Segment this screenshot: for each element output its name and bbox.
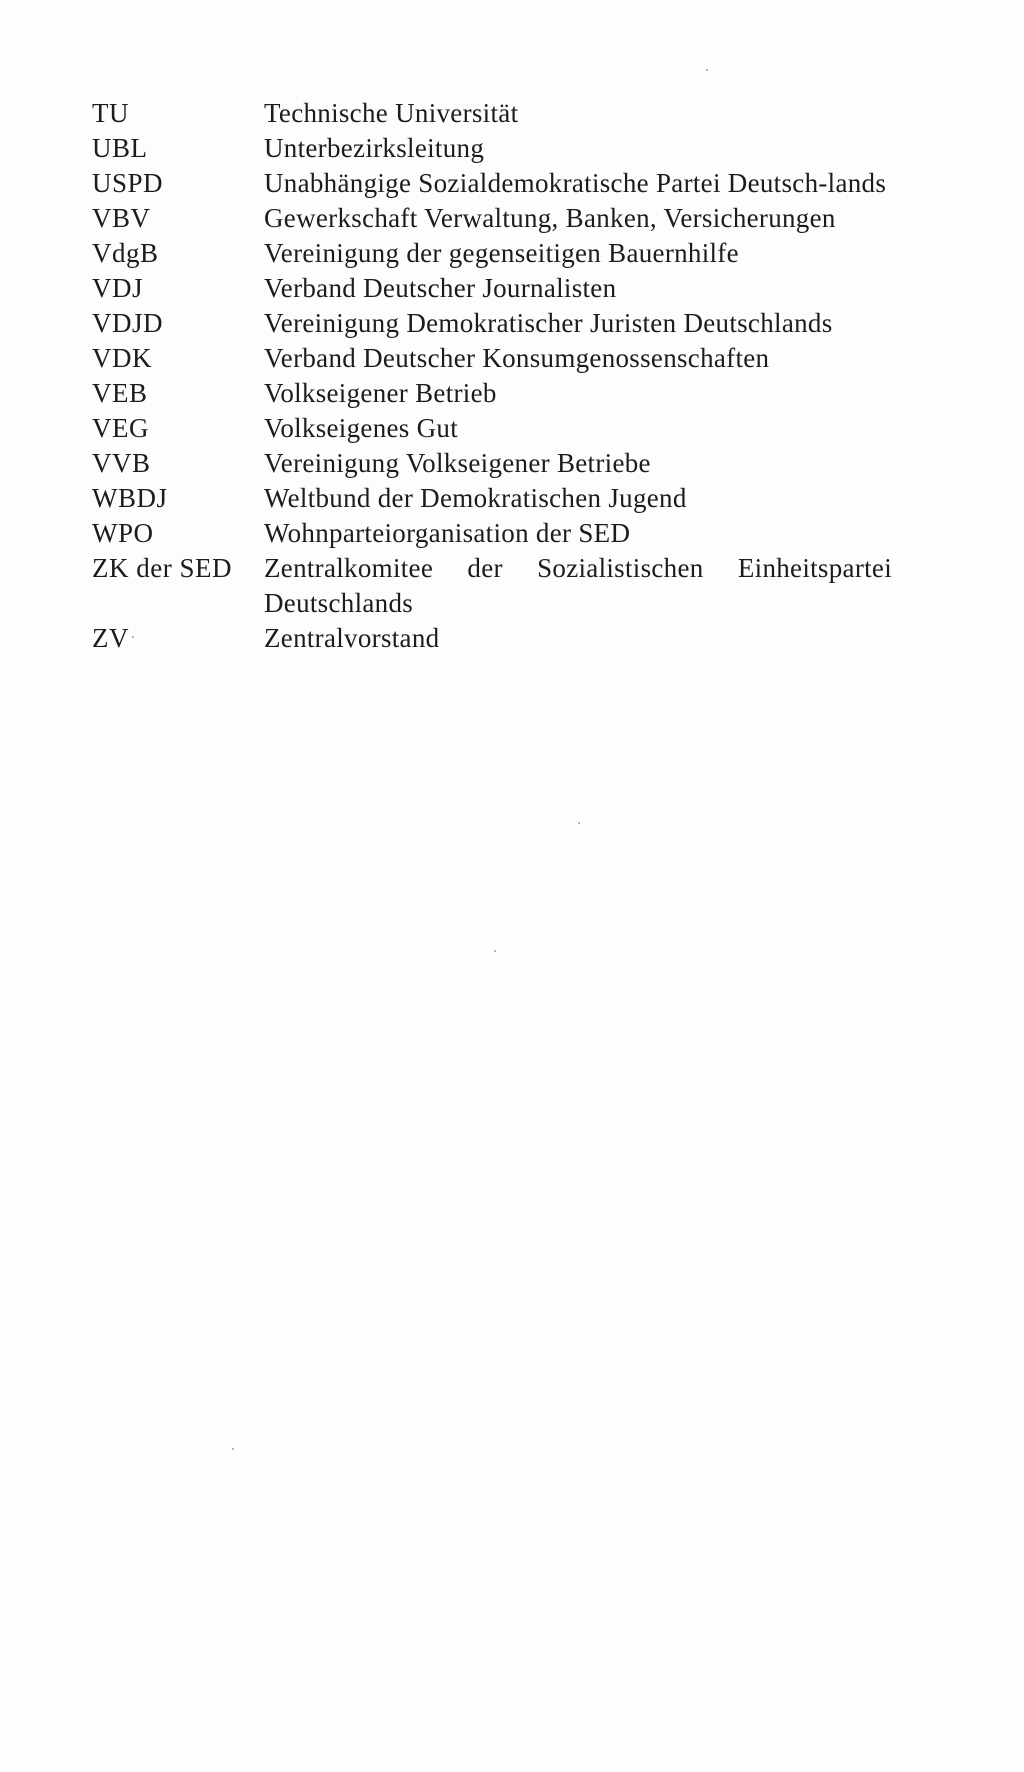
list-item: [92, 481, 912, 516]
abbreviation-meaning: Volkseigenes Gut: [264, 413, 459, 443]
abbreviation-meaning: Weltbund der Demokratischen Jugend: [264, 483, 687, 513]
abbreviation: VdgB: [92, 238, 159, 268]
abbreviation-meaning: Vereinigung Demokratischer Juristen Deutschlands: [264, 308, 833, 338]
abbreviation-meaning: Vereinigung Volkseigener Betriebe: [264, 448, 651, 478]
abbreviation: VDK: [92, 343, 152, 373]
list-item: [92, 516, 912, 551]
abbreviation-meaning: Unabhängige Sozialdemokratische Partei Deutsch-lands: [264, 168, 887, 198]
abbreviation-meaning: Zentralvorstand: [264, 623, 440, 653]
abbreviation-meaning: Verband Deutscher Konsumgenossenschaften: [264, 343, 770, 373]
abbreviation: WBDJ: [92, 483, 168, 513]
list-item: [92, 131, 912, 166]
abbreviation: VEB: [92, 378, 148, 408]
abbreviation: VDJ: [92, 273, 144, 303]
ink-speck: [494, 950, 496, 952]
abbreviation-meaning: Zentralkomitee der Sozialistischen Einheitspartei Deutschlands: [264, 553, 892, 618]
ink-speck: [232, 1448, 234, 1450]
abbreviation: VBV: [92, 203, 151, 233]
abbreviation-meaning: Unterbezirksleitung: [264, 133, 485, 163]
list-item: [92, 621, 912, 656]
list-item: [92, 201, 912, 236]
abbreviation: VDJD: [92, 308, 164, 338]
abbreviation: WPO: [92, 518, 154, 548]
list-item: [92, 446, 912, 481]
list-item: [92, 341, 912, 376]
abbreviation: ZV: [92, 623, 129, 653]
abbreviation: ZK der SED: [92, 553, 232, 583]
list-item: [92, 551, 912, 621]
list-item: [92, 376, 912, 411]
abbreviation-meaning: Gewerkschaft Verwaltung, Banken, Versicherungen: [264, 203, 836, 233]
abbreviation: UBL: [92, 133, 148, 163]
ink-speck: [578, 822, 580, 824]
abbreviation-meaning: Verband Deutscher Journalisten: [264, 273, 617, 303]
abbreviation: VEG: [92, 413, 149, 443]
list-item: [92, 411, 912, 446]
abbreviation-meaning: Vereinigung der gegenseitigen Bauernhilfe: [264, 238, 739, 268]
abbreviation-meaning: Technische Universität: [264, 98, 519, 128]
list-item: [92, 166, 912, 201]
list-item: [92, 96, 912, 131]
list-item: [92, 236, 912, 271]
abbreviation: VVB: [92, 448, 151, 478]
abbreviation-meaning: Wohnparteiorganisation der SED: [264, 518, 631, 548]
list-item: [92, 306, 912, 341]
ink-speck: [706, 69, 708, 71]
abbreviation: TU: [92, 98, 129, 128]
abbreviation-list: [92, 96, 912, 656]
abbreviation-meaning: Volkseigener Betrieb: [264, 378, 497, 408]
list-item: [92, 271, 912, 306]
abbreviation: USPD: [92, 168, 164, 198]
